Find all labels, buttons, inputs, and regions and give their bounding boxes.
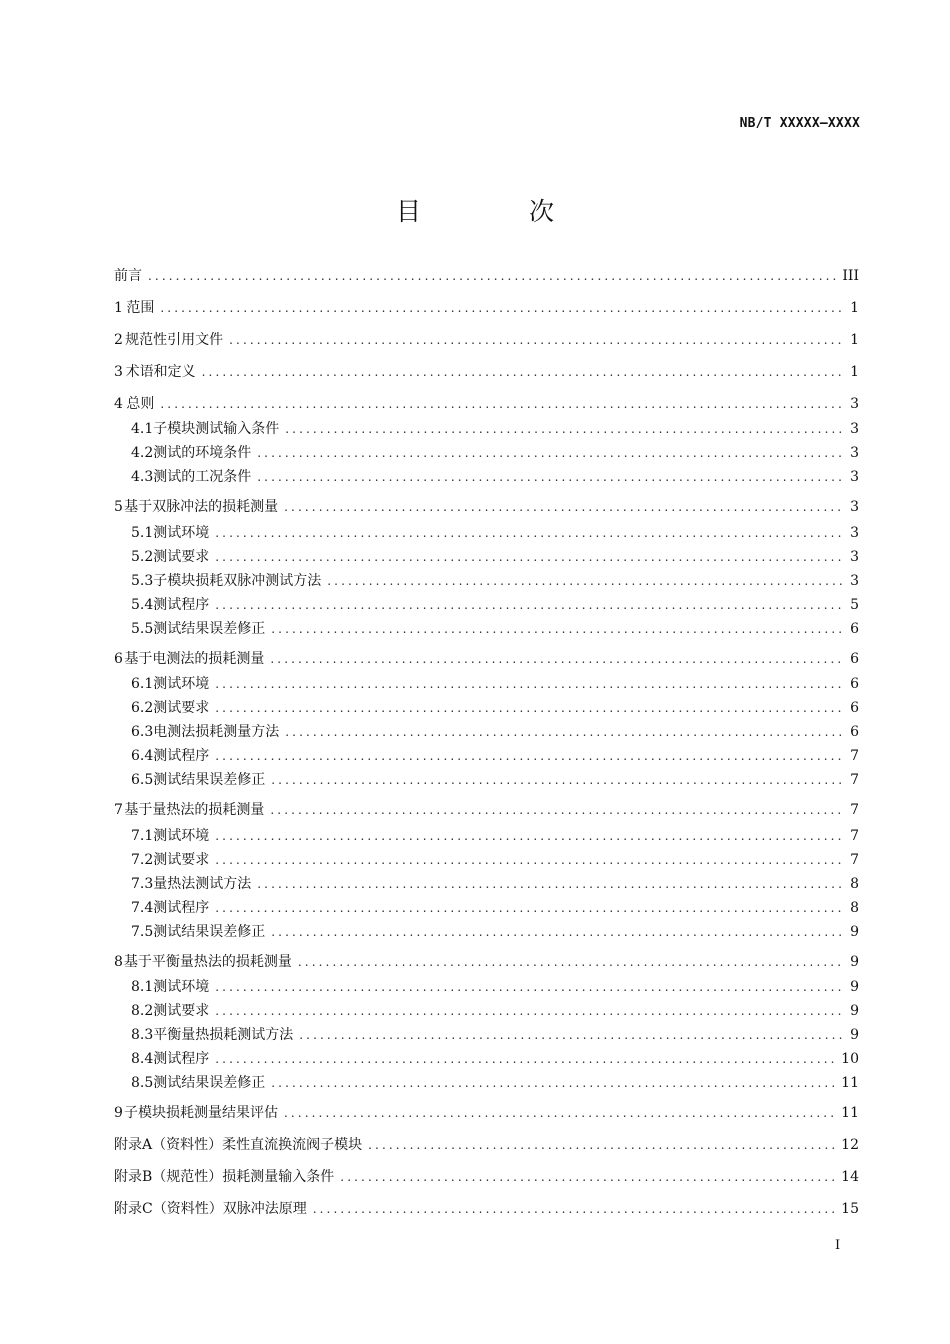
- toc-entry[interactable]: [131, 594, 859, 614]
- toc-entry[interactable]: [131, 442, 859, 462]
- toc-entry-number: 1: [114, 300, 123, 316]
- toc-entry[interactable]: [131, 1024, 859, 1044]
- toc-leader-dots: [327, 574, 844, 588]
- toc-entry-page: 9: [850, 924, 859, 940]
- toc-entry[interactable]: [114, 329, 859, 349]
- toc-entry-label: 测试程序: [153, 1051, 210, 1067]
- toc-entry-page: 11: [841, 1105, 859, 1121]
- toc-entry[interactable]: [131, 418, 859, 438]
- toc-leader-dots: [215, 749, 844, 763]
- toc-entry-page: 8: [850, 900, 859, 916]
- toc-leader-dots: [340, 1170, 835, 1184]
- toc-entry-number: 7.1: [131, 828, 154, 844]
- toc-entry-label: 测试要求: [153, 1003, 210, 1019]
- toc-entry-number: 5.1: [131, 525, 154, 541]
- toc-entry[interactable]: [131, 897, 859, 917]
- toc-leader-dots: [285, 422, 844, 436]
- toc-entry-page: 6: [850, 651, 859, 667]
- toc-leader-dots: [257, 470, 844, 484]
- toc-entry-label: 测试程序: [153, 597, 210, 613]
- toc-leader-dots: [299, 1028, 844, 1042]
- toc-entry[interactable]: [131, 921, 859, 941]
- toc-entry-number: 5.2: [131, 549, 154, 565]
- toc-entry-label: 电测法损耗测量方法: [153, 724, 280, 740]
- toc-leader-dots: [215, 550, 844, 564]
- toc-entry-label: 测试环境: [153, 525, 210, 541]
- toc-entry[interactable]: [131, 466, 859, 486]
- toc-leader-dots: [215, 701, 844, 715]
- toc-leader-dots: [148, 269, 836, 283]
- toc-entry-number: 4.1: [131, 421, 154, 437]
- toc-leader-dots: [368, 1138, 835, 1152]
- toc-leader-dots: [271, 1076, 835, 1090]
- toc-entry-label: 损耗测量输入条件: [222, 1169, 335, 1185]
- page-number: I: [835, 1238, 841, 1253]
- toc-entry-page: 14: [841, 1169, 859, 1185]
- toc-entry[interactable]: [131, 721, 859, 741]
- toc-entry-label: 双脉冲法原理: [222, 1201, 307, 1217]
- toc-entry-number: 8.2: [131, 1003, 154, 1019]
- toc-entry-number: 7: [114, 802, 123, 818]
- toc-entry-number: 8.1: [131, 979, 154, 995]
- toc-entry-page: 6: [850, 700, 859, 716]
- toc-entry[interactable]: [131, 1072, 859, 1092]
- toc-entry[interactable]: [131, 769, 859, 789]
- toc-entry-number: 4: [114, 396, 123, 412]
- toc-leader-dots: [284, 500, 844, 514]
- toc-entry-page: 6: [850, 676, 859, 692]
- toc-entry[interactable]: [131, 546, 859, 566]
- toc-entry-label: 测试环境: [153, 828, 210, 844]
- toc-entry-number: 6.4: [131, 748, 154, 764]
- toc-entry-number: 8.3: [131, 1027, 154, 1043]
- toc-entry-label: 测试要求: [153, 700, 210, 716]
- toc-entry-page: 7: [850, 852, 859, 868]
- toc-entry-page: 6: [850, 621, 859, 637]
- toc-entry-label: 基于量热法的损耗测量: [124, 802, 265, 818]
- toc-entry[interactable]: [114, 1198, 859, 1218]
- toc-entry-page: 3: [850, 499, 859, 515]
- toc-entry-label: 测试要求: [153, 549, 210, 565]
- toc-entry[interactable]: [131, 570, 859, 590]
- toc-entry-page: 9: [850, 1027, 859, 1043]
- toc-entry-label: 测试环境: [153, 979, 210, 995]
- toc-leader-dots: [215, 853, 844, 867]
- toc-entry-page: 3: [850, 445, 859, 461]
- toc-entry[interactable]: [114, 297, 859, 317]
- toc-entry[interactable]: [131, 522, 859, 542]
- toc-entry-page: 6: [850, 724, 859, 740]
- toc-entry[interactable]: [114, 1102, 859, 1122]
- toc-entry-number: 5.5: [131, 621, 154, 637]
- toc-leader-dots: [313, 1202, 835, 1216]
- toc-leader-dots: [271, 622, 844, 636]
- toc-entry[interactable]: [131, 976, 859, 996]
- toc-entry-number: 9: [114, 1105, 123, 1121]
- toc-entry-label: 测试程序: [153, 900, 210, 916]
- toc-entry-label: 柔性直流换流阀子模块: [222, 1137, 363, 1153]
- toc-entry[interactable]: [131, 745, 859, 765]
- toc-entry-number: 6.2: [131, 700, 154, 716]
- toc-entry-label: 测试程序: [153, 748, 210, 764]
- toc-entry-number: 6.5: [131, 772, 154, 788]
- toc-entry-page: 15: [841, 1201, 859, 1217]
- toc-entry-label: 平衡量热损耗测试方法: [153, 1027, 294, 1043]
- toc-entry[interactable]: [114, 393, 859, 413]
- toc-entry-page: 3: [850, 573, 859, 589]
- toc-leader-dots: [257, 446, 844, 460]
- toc-leader-dots: [270, 652, 844, 666]
- toc-entry-number: 2: [114, 332, 123, 348]
- toc-entry-number: 3: [114, 364, 123, 380]
- toc-entry-label: 基于平衡量热法的损耗测量: [123, 954, 292, 970]
- toc-entry-number: 8.4: [131, 1051, 154, 1067]
- toc-leader-dots: [285, 725, 844, 739]
- toc-entry-number: 附录A（资料性）: [114, 1137, 223, 1153]
- toc-entry-label: 测试的工况条件: [153, 469, 252, 485]
- toc-entry-page: 11: [841, 1075, 859, 1091]
- toc-entry-label: 测试的环境条件: [153, 445, 252, 461]
- toc-entry[interactable]: [114, 265, 859, 285]
- toc-leader-dots: [215, 1004, 844, 1018]
- toc-entry-page: 10: [841, 1051, 859, 1067]
- toc-entry-number: 7.2: [131, 852, 154, 868]
- toc-entry-label: 测试结果误差修正: [153, 924, 266, 940]
- toc-entry-number: 附录B（规范性）: [114, 1169, 223, 1185]
- toc-leader-dots: [270, 803, 844, 817]
- toc-entry-label: 规范性引用文件: [125, 332, 224, 348]
- toc-entry[interactable]: [114, 1166, 859, 1186]
- standard-code: NB/T XXXXX—XXXX: [739, 116, 860, 131]
- toc-leader-dots: [284, 1106, 835, 1120]
- toc-leader-dots: [298, 955, 844, 969]
- toc-entry[interactable]: [131, 873, 859, 893]
- toc-entry-number: 7.3: [131, 876, 154, 892]
- toc-entry-page: 5: [850, 597, 859, 613]
- toc-entry-label: 基于电测法的损耗测量: [124, 651, 265, 667]
- toc-entry[interactable]: [114, 648, 859, 668]
- toc-leader-dots: [271, 925, 844, 939]
- toc-entry-page: 9: [850, 979, 859, 995]
- toc-entry-number: 7.4: [131, 900, 154, 916]
- toc-entry-page: 1: [850, 300, 859, 316]
- toc-entry-page: 7: [850, 772, 859, 788]
- toc-leader-dots: [215, 1052, 835, 1066]
- toc-entry-page: III: [842, 268, 859, 284]
- toc-entry-number: 5.4: [131, 597, 154, 613]
- toc-leader-dots: [160, 397, 844, 411]
- toc-entry[interactable]: [114, 799, 859, 819]
- toc-entry-number: 4.3: [131, 469, 154, 485]
- toc-entry-page: 7: [850, 828, 859, 844]
- toc-entry-label: 测试结果误差修正: [153, 772, 266, 788]
- toc-entry[interactable]: [131, 618, 859, 638]
- toc-entry[interactable]: [131, 849, 859, 869]
- toc-leader-dots: [257, 877, 844, 891]
- toc-leader-dots: [160, 301, 844, 315]
- page-title: 目 次: [396, 197, 604, 226]
- toc-entry-label: 子模块测试输入条件: [153, 421, 280, 437]
- toc-entry[interactable]: [114, 496, 859, 516]
- toc-entry-number: 6: [114, 651, 123, 667]
- toc-entry-number: 8: [114, 954, 123, 970]
- toc-entry-label: 基于双脉冲法的损耗测量: [124, 499, 279, 515]
- toc-leader-dots: [215, 526, 844, 540]
- toc-entry[interactable]: [131, 697, 859, 717]
- toc-entry-page: 9: [850, 954, 859, 970]
- toc-entry-page: 3: [850, 421, 859, 437]
- toc-entry-label: 测试要求: [153, 852, 210, 868]
- toc-leader-dots: [202, 365, 844, 379]
- toc-entry-page: 3: [850, 549, 859, 565]
- toc-entry[interactable]: [114, 951, 859, 971]
- toc-entry-label: 测试环境: [153, 676, 210, 692]
- toc-entry-label: 术语和定义: [125, 364, 196, 380]
- toc-entry-page: 7: [850, 802, 859, 818]
- toc-entry[interactable]: [114, 361, 859, 381]
- toc-entry-page: 9: [850, 1003, 859, 1019]
- toc-entry-number: 5.3: [131, 573, 154, 589]
- toc-entry-page: 1: [850, 364, 859, 380]
- toc-leader-dots: [215, 598, 844, 612]
- toc-entry-label: 测试结果误差修正: [153, 621, 266, 637]
- toc-entry-number: 附录C（资料性）: [114, 1201, 223, 1217]
- toc-entry-label: 测试结果误差修正: [153, 1075, 266, 1091]
- toc-entry-label: 子模块损耗双脉冲测试方法: [153, 573, 322, 589]
- toc-entry-page: 3: [850, 469, 859, 485]
- toc-entry-number: 7.5: [131, 924, 154, 940]
- toc-entry-page: 7: [850, 748, 859, 764]
- toc-entry[interactable]: [131, 1048, 859, 1068]
- toc-entry[interactable]: [131, 673, 859, 693]
- toc-leader-dots: [271, 773, 844, 787]
- toc-entry-number: 6.1: [131, 676, 154, 692]
- toc-entry[interactable]: [114, 1134, 859, 1154]
- toc-entry-label: 前言: [114, 268, 142, 284]
- toc-entry-label: 量热法测试方法: [153, 876, 252, 892]
- toc-entry-label: 总则: [126, 396, 155, 412]
- toc-entry-page: 3: [850, 525, 859, 541]
- toc-leader-dots: [215, 829, 844, 843]
- toc-entry[interactable]: [131, 825, 859, 845]
- toc-leader-dots: [215, 901, 844, 915]
- toc-entry-number: 5: [114, 499, 123, 515]
- toc-entry-label: 范围: [126, 300, 155, 316]
- toc-entry-number: 4.2: [131, 445, 154, 461]
- toc-entry-page: 3: [850, 396, 859, 412]
- toc-entry-number: 8.5: [131, 1075, 154, 1091]
- toc-leader-dots: [229, 333, 844, 347]
- toc-entry[interactable]: [131, 1000, 859, 1020]
- toc-entry-page: 12: [841, 1137, 859, 1153]
- toc-leader-dots: [215, 980, 844, 994]
- toc-entry-page: 8: [850, 876, 859, 892]
- toc-entry-page: 1: [850, 332, 859, 348]
- toc-entry-label: 子模块损耗测量结果评估: [123, 1105, 278, 1121]
- toc-entry-number: 6.3: [131, 724, 154, 740]
- toc-leader-dots: [215, 677, 844, 691]
